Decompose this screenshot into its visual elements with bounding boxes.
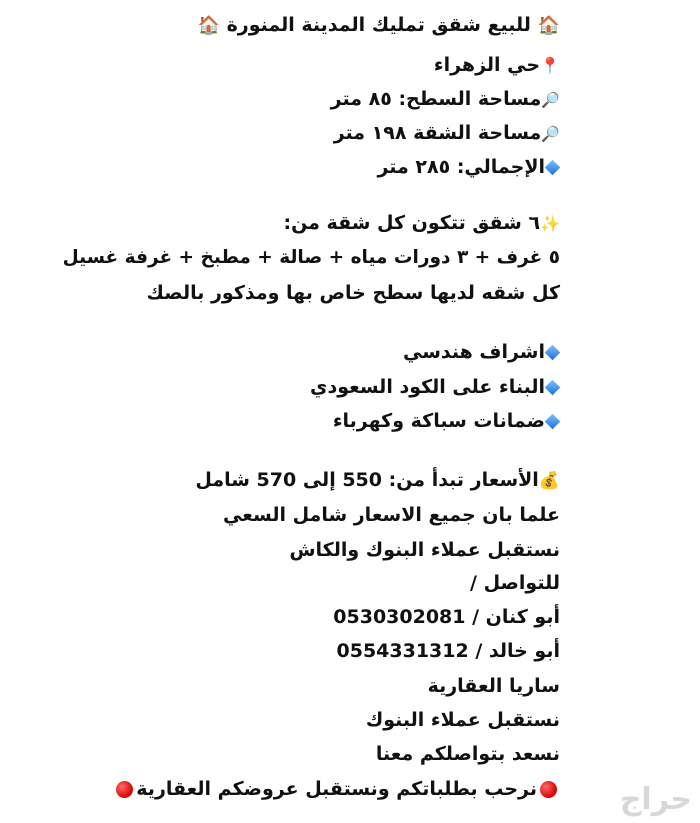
contact2-phone[interactable]: 0554331312 <box>336 640 469 662</box>
magnifier-icon: 🔎 <box>541 124 560 143</box>
happy-line <box>100 739 560 769</box>
district-line <box>100 50 560 81</box>
rooms-line <box>62 243 560 273</box>
roof-note-text: كل شقه لديها سطح خاص بها ومذكور بالصك <box>146 282 560 304</box>
watermark-logo: حراج <box>619 782 692 817</box>
banks-cash-text: نستقبل عملاء البنوك والكاش <box>289 539 560 561</box>
contact1-name: أبو كنان / <box>472 606 560 628</box>
supervision-text: اشراف هندسي <box>402 341 545 363</box>
prices-note-text: علما بان جميع الاسعار شامل السعي <box>223 504 560 526</box>
blue-diamond-icon <box>545 160 561 176</box>
banks-line <box>100 705 560 735</box>
warranty-line <box>100 406 560 436</box>
apt-area-line <box>100 118 560 149</box>
money-bag-icon: 💰 <box>538 470 560 491</box>
warranty-text: ضمانات سباكة وكهرباء <box>332 410 545 432</box>
rooms-text: ٥ غرف + ٣ دورات مياه + صالة + مطبخ + غرفة غسيل <box>62 247 560 268</box>
pin-icon: 📍 <box>540 55 560 75</box>
code-text: البناء على الكود السعودي <box>310 376 545 398</box>
prices-text: الأسعار تبدأ من: 550 إلى 570 شامل <box>195 469 539 491</box>
house-icon: 🏠 <box>537 14 560 36</box>
title-text: للبيع شقق تمليك المدينة المنورة <box>226 14 531 36</box>
contact1-line <box>100 602 560 632</box>
roof-note-line <box>100 278 560 308</box>
red-circle-icon <box>116 781 133 798</box>
red-circle-icon <box>540 781 557 798</box>
banks-text: نستقبل عملاء البنوك <box>365 709 560 731</box>
code-line <box>100 372 560 402</box>
total-line <box>100 152 560 182</box>
welcome-text: نرحب بطلباتكم ونستقبل عروضكم العقارية <box>136 778 537 800</box>
blue-diamond-icon <box>545 345 561 361</box>
contact-text: للتواصل / <box>470 572 560 594</box>
contact2-line <box>100 636 560 666</box>
title-line <box>100 10 560 41</box>
roof-area-text: مساحة السطح: ٨٥ متر <box>330 88 542 110</box>
apartments-line <box>100 208 560 239</box>
supervision-line <box>100 337 560 367</box>
welcome-line <box>100 774 560 804</box>
apt-area-text: مساحة الشقة ١٩٨ متر <box>333 122 542 144</box>
agency-text: ساريا العقارية <box>427 675 560 697</box>
banks-cash-line <box>100 535 560 565</box>
happy-text: نسعد بتواصلكم معنا <box>375 743 560 765</box>
magnifier-icon: 🔎 <box>541 90 560 109</box>
roof-area-line <box>100 84 560 115</box>
district-text: حي الزهراء <box>433 54 541 76</box>
contact1-phone[interactable]: 0530302081 <box>333 606 466 628</box>
blue-diamond-icon <box>545 414 561 430</box>
apartments-text: ٦ شقق تتكون كل شقة من: <box>283 212 541 234</box>
contact2-name: أبو خالد / <box>475 640 560 662</box>
contact-line <box>100 568 560 598</box>
total-text: الإجمالي: ٢٨٥ متر <box>377 156 545 178</box>
house-icon: 🏠 <box>197 14 220 36</box>
agency-line <box>100 671 560 701</box>
sparkle-icon: ✨ <box>540 213 560 233</box>
prices-line <box>100 465 560 496</box>
blue-diamond-icon <box>545 380 561 396</box>
prices-note-line <box>100 500 560 530</box>
